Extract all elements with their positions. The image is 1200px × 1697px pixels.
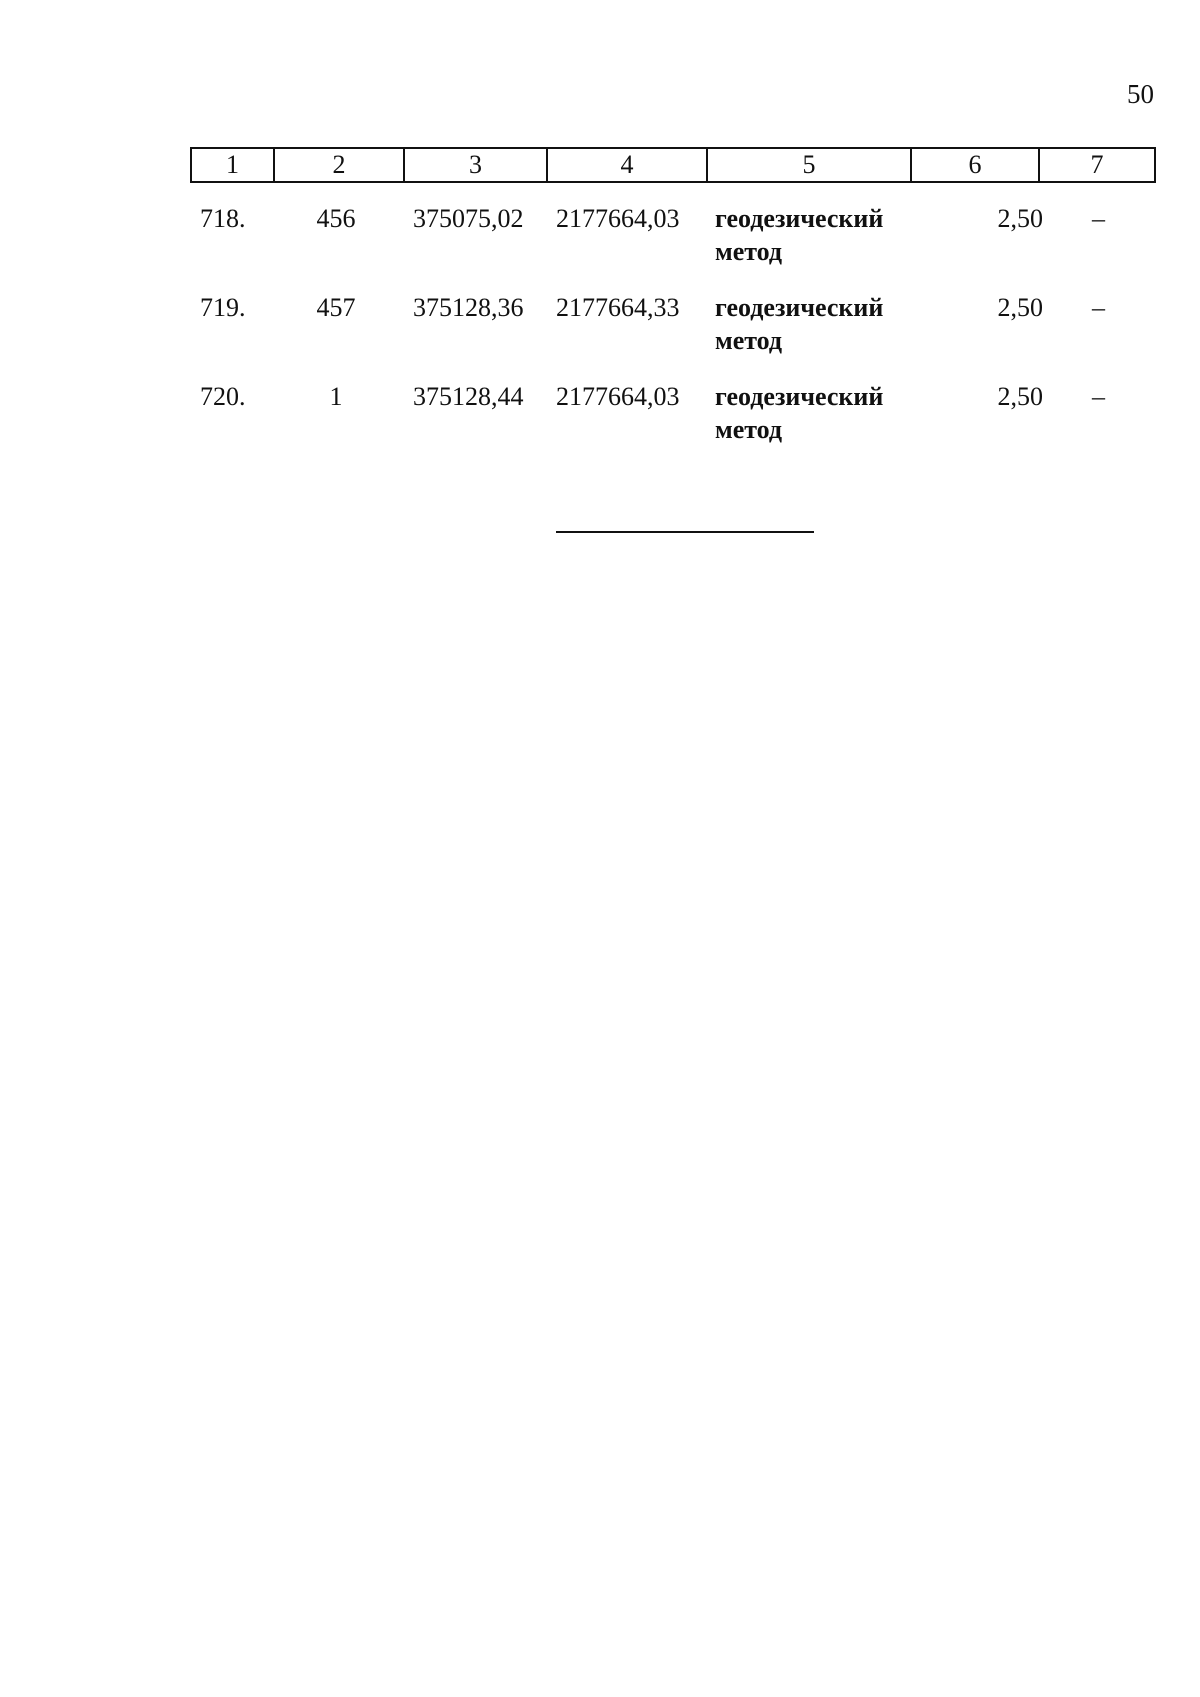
header-cell-6: 6 — [911, 148, 1039, 182]
point-number: 456 — [316, 204, 356, 233]
end-of-table-rule — [556, 531, 814, 533]
accuracy-value: 2,50 — [997, 382, 1043, 411]
accuracy-value: 2,50 — [997, 204, 1043, 233]
coordinate-y: 2177664,03 — [556, 382, 680, 411]
header-cell-2: 2 — [274, 148, 404, 182]
coordinate-x: 375128,36 — [413, 293, 524, 322]
header-cell-3: 3 — [404, 148, 547, 182]
point-number: 457 — [316, 293, 356, 322]
table-row — [190, 291, 1154, 380]
column-number-header — [190, 147, 1156, 183]
row-number: 719. — [200, 293, 246, 322]
coordinate-y: 2177664,03 — [556, 204, 680, 233]
determination-method: геодезический метод — [715, 293, 884, 355]
page-number: 50 — [1127, 79, 1154, 109]
row-number: 718. — [200, 204, 246, 233]
determination-method: геодезический метод — [715, 382, 884, 444]
coordinate-x: 375128,44 — [413, 382, 524, 411]
row-number: 720. — [200, 382, 246, 411]
accuracy-value: 2,50 — [997, 293, 1043, 322]
coordinate-y: 2177664,33 — [556, 293, 680, 322]
header-cell-5: 5 — [707, 148, 911, 182]
determination-method: геодезический метод — [715, 204, 884, 266]
header-cell-7: 7 — [1039, 148, 1155, 182]
column-7-value: – — [1092, 293, 1105, 322]
column-7-value: – — [1092, 204, 1105, 233]
point-number: 1 — [329, 382, 343, 411]
header-cell-4: 4 — [547, 148, 707, 182]
table-row — [190, 202, 1154, 291]
header-row — [191, 148, 1155, 182]
coordinate-x: 375075,02 — [413, 204, 524, 233]
header-cell-1: 1 — [191, 148, 274, 182]
table-row — [190, 380, 1154, 469]
column-7-value: – — [1092, 382, 1105, 411]
coordinates-table-body — [190, 202, 1154, 469]
